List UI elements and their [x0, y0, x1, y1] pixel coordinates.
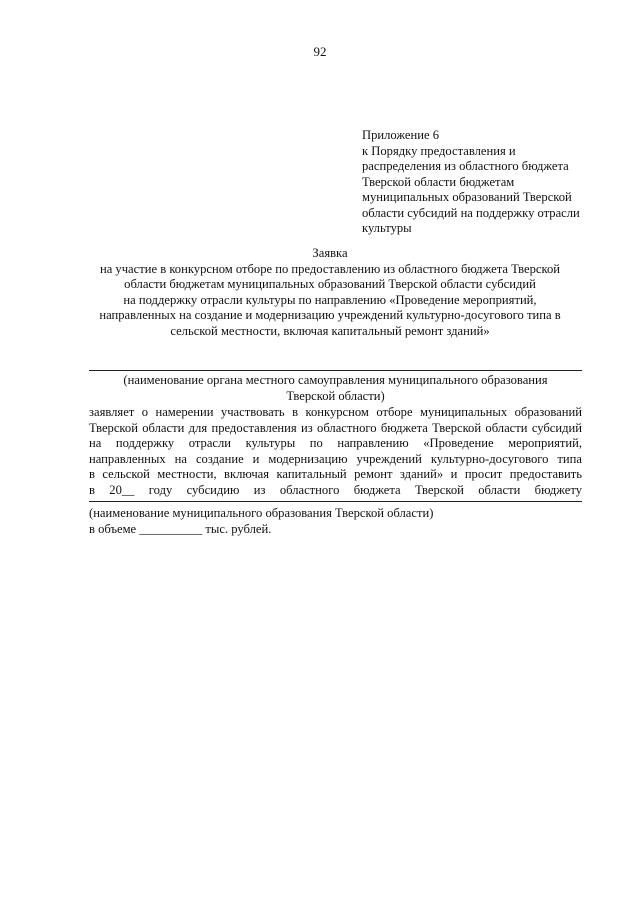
caption-authority	[89, 373, 582, 404]
caption-municipality	[89, 506, 582, 537]
appendix-line: муниципальных образований Тверской	[362, 190, 572, 204]
title-line: сельской местности, включая капитальный ремонт зданий»	[170, 323, 490, 338]
appendix-line: области субсидий на поддержку отрасли	[362, 205, 580, 220]
caption-line: Тверской области)	[286, 388, 385, 403]
volume-line: в объеме __________ тыс. рублей.	[89, 521, 272, 536]
appendix-line: культуры	[362, 221, 412, 235]
body-line: направленных на создание и модернизацию учреждений культурно-досугового типа	[89, 451, 582, 466]
appendix-line: распределения из областного бюджета	[362, 159, 569, 173]
appendix-header	[362, 128, 612, 237]
caption-line: (наименование муниципального образования Тверской области)	[89, 506, 434, 520]
body-line: в сельской местности, включая капитальный ремонт зданий» и просит предоставить	[89, 467, 582, 481]
blank-line-municipality	[89, 501, 582, 502]
body-line: Тверской области для предоставления из областного бюджета Тверской области субсидий	[89, 420, 582, 435]
page-number: 92	[313, 44, 327, 59]
title-line: на поддержку отрасли культуры по направлению «Проведение мероприятий,	[123, 292, 537, 307]
application-body	[89, 405, 582, 498]
application-title	[80, 246, 580, 339]
title-heading: Заявка	[312, 246, 348, 260]
blank-line-authority	[89, 370, 582, 371]
body-line: на поддержку отрасли культуры по направлению «Проведение мероприятий,	[89, 436, 582, 450]
caption-line: (наименование органа местного самоуправления муниципального образования	[123, 373, 548, 387]
body-line: заявляет о намерении участвовать в конкурсном отборе муниципальных образований	[89, 405, 582, 419]
appendix-line: Тверской области бюджетам	[362, 174, 515, 189]
title-line: направленных на создание и модернизацию учреждений культурно-досугового типа в	[99, 308, 561, 322]
appendix-line: к Порядку предоставления и	[362, 143, 516, 158]
appendix-line: Приложение 6	[362, 128, 440, 142]
body-line: в 20__ году субсидию из областного бюджета Тверской области бюджету	[89, 482, 582, 497]
title-line: на участие в конкурсном отборе по предоставлению из областного бюджета Тверской	[99, 261, 561, 276]
title-line: области бюджетам муниципальных образований Тверской области субсидий	[124, 277, 536, 291]
